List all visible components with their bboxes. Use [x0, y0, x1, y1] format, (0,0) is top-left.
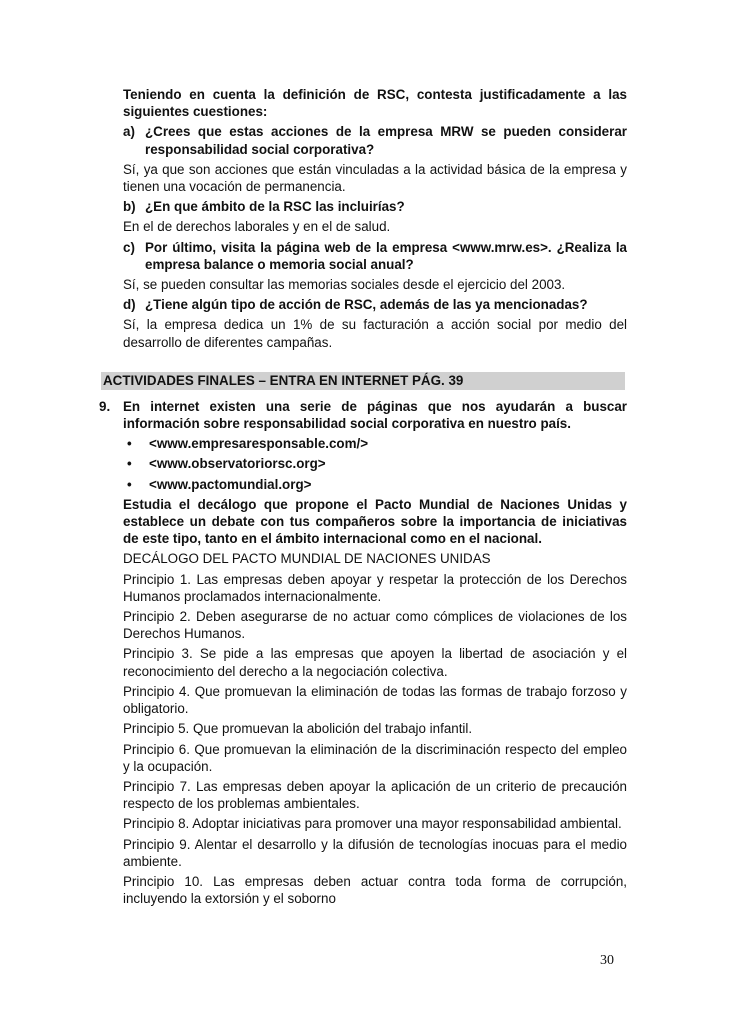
- principle-10: Principio 10. Las empresas deben actuar contra toda forma de corrupción, incluyendo la extorsión y el soborno: [123, 873, 627, 907]
- question-label: b): [123, 199, 136, 215]
- principle-4: Principio 4. Que promuevan la eliminación de todas las formas de trabajo forzoso y obligatorio.: [123, 683, 627, 717]
- link-text: <www.pactomundial.org>: [149, 476, 312, 492]
- page-content: [101, 86, 627, 907]
- link-text: <www.empresaresponsable.com/>: [149, 436, 369, 452]
- principle-8: Principio 8. Adoptar iniciativas para promover una mayor responsabilidad ambiental.: [123, 816, 622, 832]
- section-intro: Teniendo en cuenta la definición de RSC, contesta justificadamente a las siguientes cuestiones:: [123, 87, 627, 120]
- question-c: [101, 239, 627, 273]
- principle-5: Principio 5. Que promuevan la abolición del trabajo infantil.: [123, 721, 473, 737]
- principle-9: Principio 9. Alentar el desarrollo y la difusión de tecnologías inocuas para el medio ambiente.: [123, 836, 627, 869]
- answer-d: Sí, la empresa dedica un 1% de su facturación a acción social por medio del desarrollo de diferentes campañas.: [123, 317, 627, 350]
- question-b: [101, 198, 627, 215]
- question-label: a): [123, 124, 135, 140]
- task-text: Estudia el decálogo que propone el Pacto Mundial de Naciones Unidas y establece un debate con tus compañeros sobre la importancia de iniciativas de este tipo, tanto en el ámbito internacional como en el nacional.: [123, 496, 627, 547]
- decalogue-title: DECÁLOGO DEL PACTO MUNDIAL DE NACIONES UNIDAS: [123, 551, 491, 567]
- question-d: [101, 296, 627, 313]
- principle-3: Principio 3. Se pide a las empresas que apoyen la libertad de asociación y el reconocimiento del derecho a la negociación colectiva.: [123, 646, 627, 679]
- link-item: [101, 476, 627, 493]
- answer-a: Sí, ya que son acciones que están vinculadas a la actividad básica de la empresa y tienen una vocación de permanencia.: [123, 161, 627, 195]
- principle-6: Principio 6. Que promuevan la eliminación de la discriminación respecto del empleo y la ocupación.: [123, 741, 627, 774]
- bullet-icon: •: [127, 456, 132, 472]
- question-label: c): [123, 239, 135, 255]
- principle-1: Principio 1. Las empresas deben apoyar y respetar la protección de los Derechos Humanos proclamados internacionalmente.: [123, 571, 627, 604]
- principle-2: Principio 2. Deben asegurarse de no actuar como cómplices de violaciones de los Derechos Humanos.: [123, 609, 627, 642]
- question-label: d): [123, 297, 136, 313]
- question-text: ¿Tiene algún tipo de acción de RSC, además de las ya mencionadas?: [145, 297, 588, 313]
- question-9: [101, 398, 627, 432]
- bullet-icon: •: [127, 476, 132, 492]
- question-text: En internet existen una serie de páginas que nos ayudarán a buscar información sobre responsabilidad social corporativa en nuestro país.: [123, 398, 627, 432]
- question-text: ¿En que ámbito de la RSC las incluirías?: [145, 199, 405, 215]
- principle-7: Principio 7. Las empresas deben apoyar la aplicación de un criterio de precaución respecto de los problemas ambientales.: [123, 778, 627, 812]
- link-item: [101, 455, 627, 472]
- section-heading: ACTIVIDADES FINALES – ENTRA EN INTERNET PÁG. 39: [101, 372, 625, 390]
- question-a: [101, 123, 627, 157]
- answer-b: En el de derechos laborales y en el de salud.: [123, 219, 391, 235]
- page-number: 30: [600, 953, 614, 968]
- question-number: 9.: [99, 398, 111, 414]
- question-text: Por último, visita la página web de la empresa <www.mrw.es>. ¿Realiza la empresa balance o memoria social anual?: [145, 239, 627, 272]
- answer-c: Sí, se pueden consultar las memorias sociales desde el ejercicio del 2003.: [123, 277, 566, 293]
- link-item: [101, 435, 627, 452]
- question-text: ¿Crees que estas acciones de la empresa MRW se pueden considerar responsabilidad social corporativa?: [145, 124, 627, 157]
- bullet-icon: •: [127, 436, 132, 452]
- link-text: <www.observatoriorsc.org>: [149, 456, 326, 472]
